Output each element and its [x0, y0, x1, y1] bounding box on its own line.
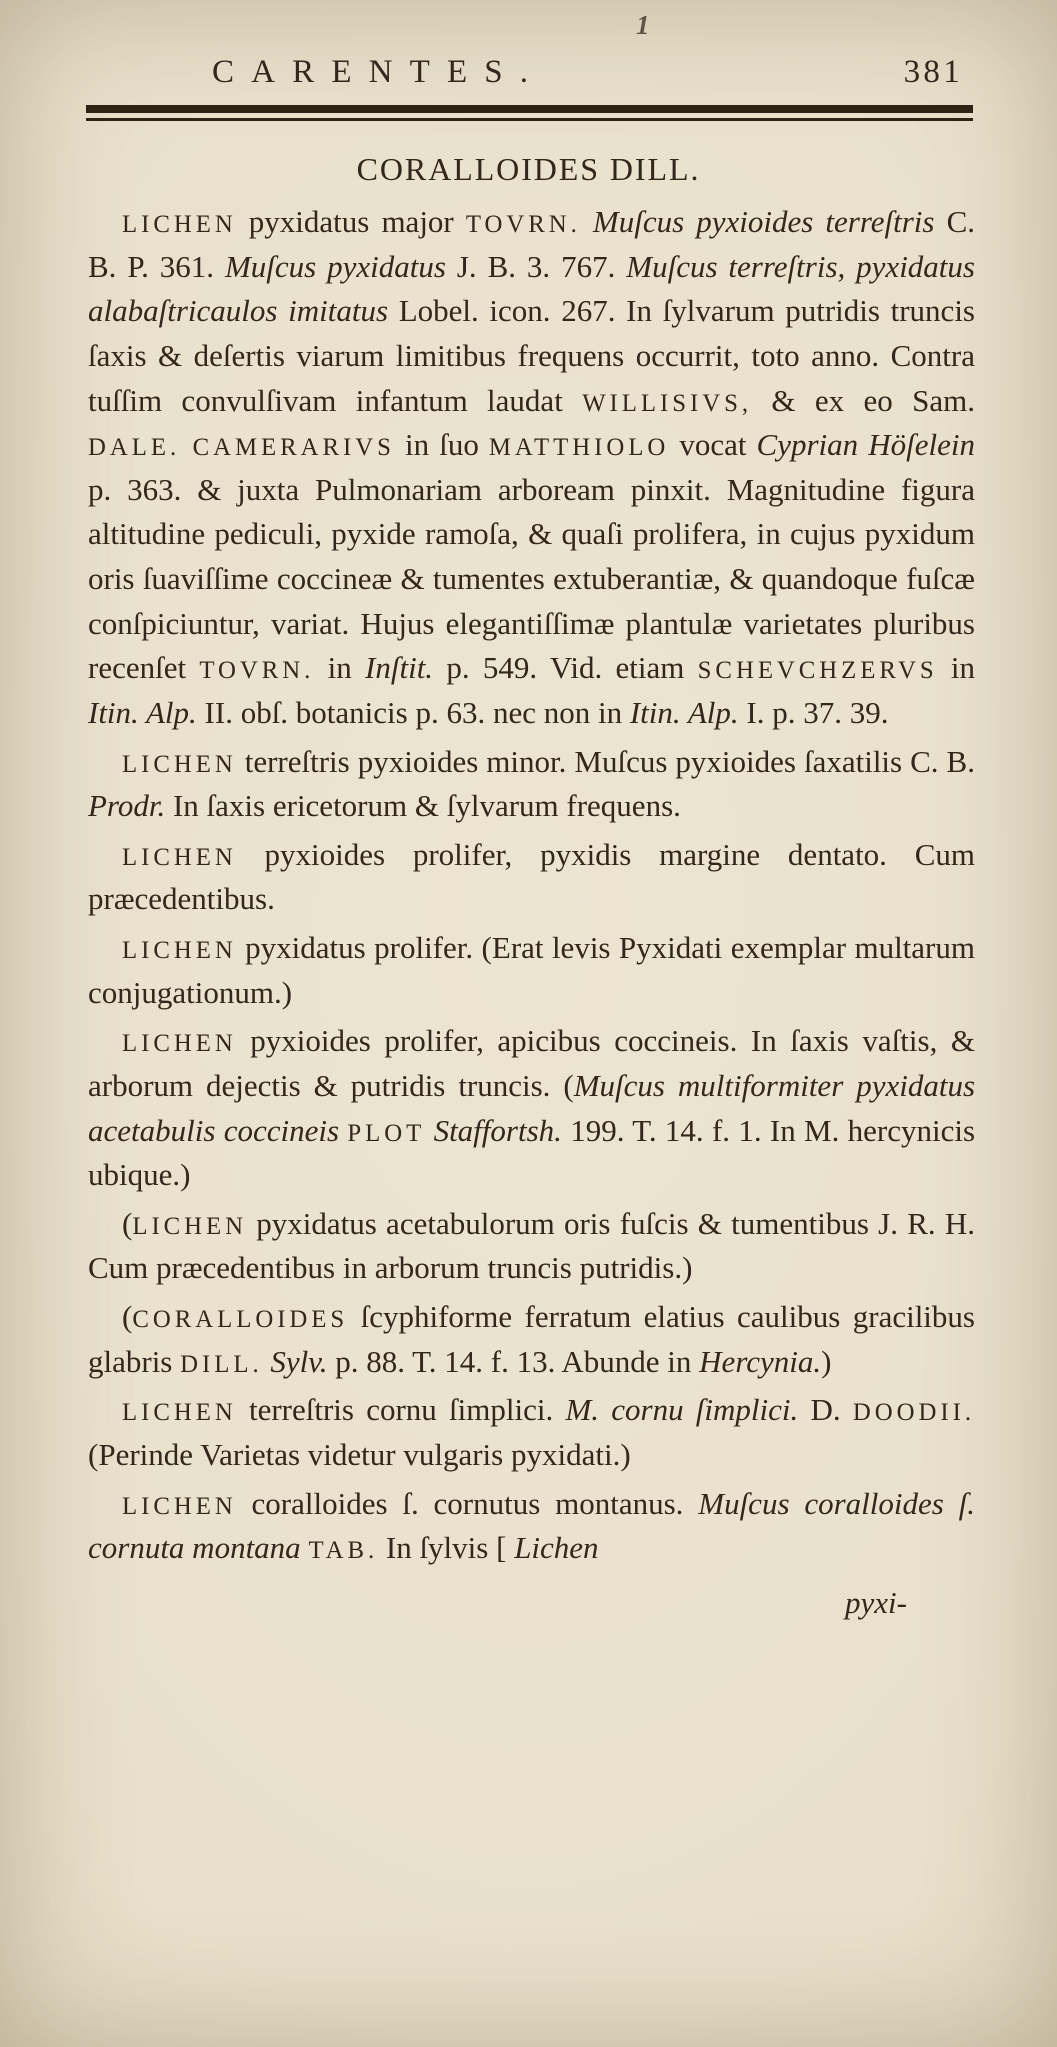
small-caps-text: LICHEN — [122, 211, 237, 238]
small-caps-text: LICHEN — [122, 843, 237, 871]
small-caps-text: DILL. — [180, 1350, 263, 1378]
body-text: coralloides ſ. cornutus montanus. — [236, 1485, 699, 1521]
italic-text: Itin. Alp. — [88, 694, 197, 730]
body-text: vocat — [669, 427, 757, 463]
paragraph — [88, 1482, 975, 1571]
body-text: I. p. 37. 39. — [738, 694, 889, 730]
body-text: in — [314, 650, 366, 686]
small-caps-text: LICHEN — [122, 1399, 237, 1427]
body-text: ſcyphiforme ferratum elatius caulibus gracilibus glabris — [88, 1299, 975, 1379]
catchword-row — [0, 1575, 1057, 1621]
body-text: ( — [122, 1205, 133, 1241]
running-header — [0, 0, 1057, 91]
body-text: J. B. 3. 767. — [445, 248, 627, 284]
paragraph — [88, 926, 975, 1015]
paragraph — [88, 1388, 975, 1477]
italic-text: Muſcus coralloides ſ. cornuta montana — [88, 1485, 975, 1566]
italic-text: Hercynia. — [699, 1343, 822, 1379]
body-text: (Perinde Varietas videtur vulgaris pyxidati.) — [88, 1436, 631, 1472]
body-text: pyxioides prolifer, pyxidis margine dentato. Cum præcedentibus. — [88, 836, 975, 917]
stray-ink-mark: 1 — [636, 10, 650, 40]
body-text: p. 88. T. 14. f. 13. Abunde in — [327, 1343, 700, 1379]
body-text: In ſaxis ericetorum & ſylvarum frequens. — [165, 788, 681, 824]
body-text: Lobel. icon. 267. In ſylvarum putridis truncis ſaxis & deſertis viarum limitibus frequens occurrit, toto anno. Contra tuſſim convulſivam infantum laudat — [88, 293, 975, 418]
paragraphs — [0, 200, 1057, 1571]
italic-text: Muſcus terreſtris, pyxidatus alabaſtricaulos imitatus — [88, 248, 975, 329]
body-text: In ſylvis [ — [378, 1530, 515, 1566]
italic-text: Muſcus pyxioides terreſtris — [592, 204, 935, 239]
body-text: pyxidatus acetabulorum oris fuſcis & tumentibus J. R. H. Cum præcedentibus in arborum truncis putridis.) — [88, 1205, 975, 1286]
italic-text: M. cornu ſimplici. — [565, 1392, 799, 1428]
body-text: p. 549. Vid. etiam — [433, 650, 698, 686]
body-text: II. obſ. botanicis p. 63. nec non in — [196, 694, 630, 730]
small-caps-text: DALE. CAMERARIVS — [88, 434, 395, 462]
italic-text: Itin. Alp. — [629, 694, 739, 730]
body-text — [581, 204, 593, 239]
body-text: C. B. P. 361. — [88, 204, 975, 284]
body-text: terreſtris pyxioides minor. Muſcus pyxioides ſaxatilis C. B. — [236, 743, 975, 779]
body-text: 199. T. 14. f. 1. In M. hercynicis ubique.) — [88, 1112, 976, 1193]
body-text: terreſtris cornu ſimplici. — [236, 1392, 566, 1428]
paragraph — [88, 740, 975, 829]
body-text: pyxioides prolifer, apicibus coccineis. In ſaxis vaſtis, & arborum dejectis & putridis truncis. ( — [88, 1023, 975, 1103]
body-text: & ex eo Sam. — [752, 382, 976, 418]
small-caps-text: TAB. — [308, 1537, 379, 1565]
small-caps-text: DOODII. — [852, 1399, 975, 1427]
catchword: pyxi- — [845, 1584, 907, 1620]
paragraph — [88, 1019, 975, 1198]
small-caps-text: LICHEN — [122, 937, 237, 964]
small-caps-text: WILLISIVS, — [582, 389, 753, 417]
small-caps-text: LICHEN — [132, 1212, 248, 1240]
paragraph — [88, 833, 975, 922]
paragraph — [88, 1295, 975, 1384]
body-text: D. — [798, 1392, 853, 1428]
body-text: pyxidatus major — [236, 204, 466, 239]
body-text: in ſuo — [394, 427, 489, 463]
paragraph — [88, 200, 975, 736]
italic-text: Lichen — [514, 1530, 599, 1566]
small-caps-text: LICHEN — [122, 750, 237, 778]
small-caps-text: LICHEN — [122, 1030, 237, 1058]
small-caps-text: MATTHIOLO — [488, 434, 670, 462]
page-number: 381 — [903, 54, 963, 90]
section-title: CORALLOIDES DILL. — [356, 151, 701, 187]
small-caps-text: TOVRN. — [199, 657, 315, 685]
body-text: in — [937, 650, 975, 686]
body-text: ( — [122, 1299, 133, 1334]
body-text: p. 363. & juxta Pulmonariam arboream pinxit. Magnitudine figura altitudine pediculi, pyxide ramoſa, & quaſi prolifera, in cujus pyxidum oris ſuaviſſime coccineæ & tumentes extuberantiæ, & quandoque fuſcæ conſpiciuntur, variat. Hujus elegantiſſimæ plantulæ varietates pluribus recenſet — [88, 471, 975, 686]
body-text — [425, 1113, 433, 1148]
italic-text: Inſtit. — [365, 650, 434, 686]
small-caps-text: CORALLOIDES — [132, 1306, 349, 1333]
italic-text: Staffortsh. — [433, 1112, 562, 1148]
body-text: ) — [821, 1343, 832, 1379]
paragraph — [88, 1202, 975, 1291]
body-text: pyxidatus prolifer. (Erat levis Pyxidati exemplar multarum conjugationum.) — [88, 930, 975, 1010]
header-double-rule — [86, 105, 973, 121]
italic-text: Muſcus multiformiter pyxidatus acetabulis coccineis — [88, 1067, 976, 1148]
italic-text: Muſcus pyxidatus — [224, 248, 446, 284]
running-header-title: CARENTES. — [212, 54, 546, 90]
italic-text: Sylv. — [270, 1343, 328, 1379]
small-caps-text: SCHEVCHZERVS — [697, 657, 938, 685]
small-caps-text: PLOT — [347, 1119, 426, 1147]
italic-text: Cyprian Höſelein — [756, 427, 975, 463]
small-caps-text: TOVRN. — [465, 211, 581, 238]
italic-text: Prodr. — [88, 788, 166, 824]
small-caps-text: LICHEN — [122, 1492, 237, 1520]
